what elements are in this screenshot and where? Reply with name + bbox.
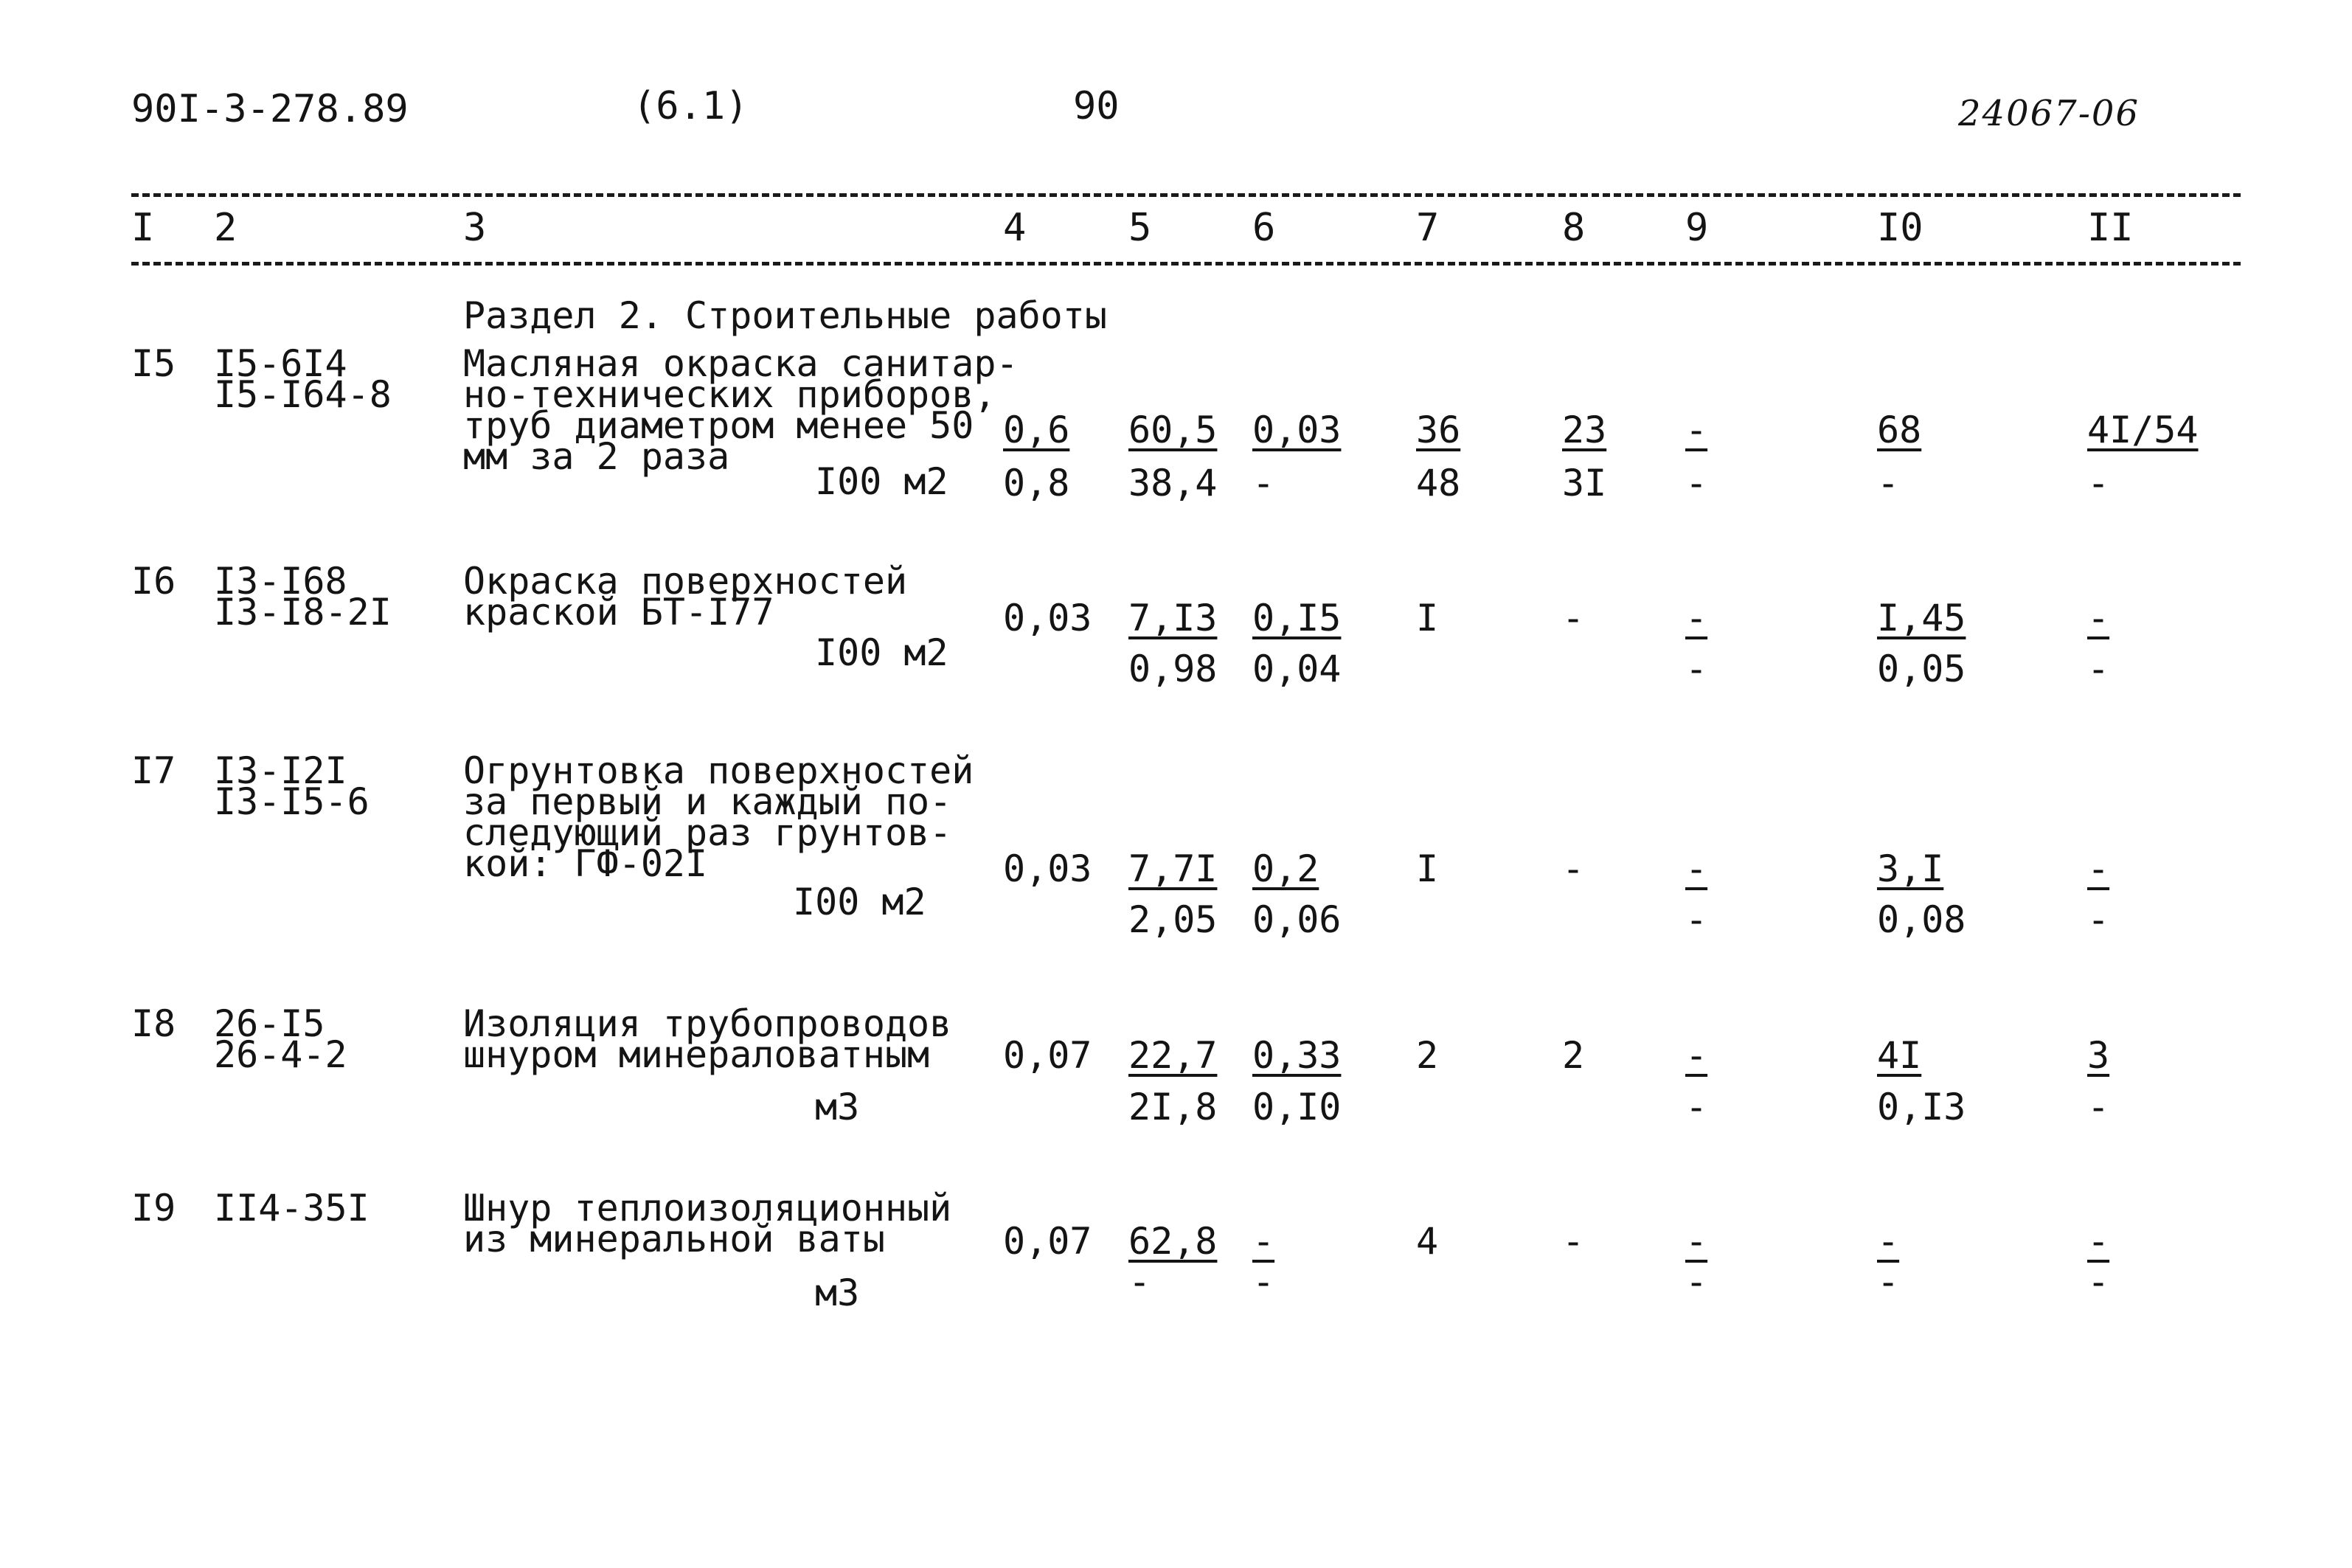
column-header: 8 [1562,206,1586,250]
column-header: 5 [1128,206,1152,250]
cell-value: 0,98 [1128,648,1218,690]
row-number: I6 [131,560,176,603]
column-header: 9 [1685,206,1709,250]
document-code: 90I-3-278.89 [131,87,409,131]
cell-value: - [2087,648,2110,690]
inventory-number: 24067-06 [1958,93,2140,134]
row-number: I8 [131,1002,176,1045]
cell-value: 0,I0 [1252,1086,1342,1128]
work-description: Изоляция трубопроводов [463,1002,952,1045]
cell-value: I [1416,847,1439,890]
work-description: Окраска поверхностей [463,560,908,603]
column-header: 2 [214,206,237,250]
work-description: из минеральной ваты [463,1218,885,1260]
cell-value: 7,7I [1128,847,1218,890]
cell-value: - [2087,1220,2110,1263]
cell-value: 4I [1877,1034,1922,1077]
work-description: мм за 2 раза [463,435,730,478]
cell-value: - [1685,648,1708,690]
cell-value: I [1416,597,1439,639]
norm-code: I5-I64-8 [214,373,392,416]
cell-value: 0,04 [1252,648,1342,690]
norm-code: I5-6I4 [214,342,347,385]
norm-code: I3-I2I [214,749,347,792]
work-description: труб диаметром менее 50 [463,404,974,447]
cell-value: 36 [1416,409,1461,451]
cell-value: 2,05 [1128,898,1218,941]
column-header: I0 [1877,206,1923,250]
row-number: I9 [131,1187,176,1229]
cell-value: - [2087,898,2110,941]
cell-value: 0,6 [1003,409,1070,451]
norm-code: II4-35I [214,1187,370,1229]
cell-value: - [1685,1034,1708,1077]
cell-value: 0,03 [1003,597,1092,639]
row-number: I7 [131,749,176,792]
unit-of-measure: м3 [815,1272,860,1314]
work-description: Огрунтовка поверхностей [463,749,974,792]
column-header: 3 [463,206,487,250]
cell-value: 68 [1877,409,1922,451]
cell-value: - [2087,597,2110,639]
cell-value: I,45 [1877,597,1966,639]
cell-value: 3 [2087,1034,2110,1077]
page-number: 90 [1073,84,1120,128]
row-number: I5 [131,342,176,385]
cell-value: 4I/54 [2087,409,2199,451]
cell-value: - [1877,1220,1900,1263]
cell-value: 22,7 [1128,1034,1218,1077]
table-header-rule [131,262,2241,266]
cell-value: 0,05 [1877,648,1966,690]
cell-value: - [1685,1086,1708,1128]
column-header: 7 [1416,206,1440,250]
cell-value: - [2087,1260,2110,1303]
cell-value: 2 [1562,1034,1585,1077]
column-header: II [2087,206,2134,250]
cell-value: 0,33 [1252,1034,1342,1077]
norm-code: I3-I5-6 [214,780,370,823]
work-description: кой: ГФ-02I [463,842,708,885]
unit-of-measure: I00 м2 [815,460,948,503]
cell-value: - [2087,1086,2110,1128]
unit-of-measure: I00 м2 [793,881,926,923]
cell-value: 0,8 [1003,462,1070,504]
cell-value: - [1877,1260,1900,1303]
unit-of-measure: I00 м2 [815,631,948,674]
cell-value: - [1685,898,1708,941]
cell-value: - [1685,847,1708,890]
cell-value: 0,06 [1252,898,1342,941]
cell-value: 2I,8 [1128,1086,1218,1128]
work-description: за первый и каждый по- [463,780,952,823]
cell-value: 0,2 [1252,847,1319,890]
cell-value: - [2087,847,2110,890]
cell-value: - [1252,462,1275,504]
cell-value: - [1685,1260,1708,1303]
cell-value: 0,I3 [1877,1086,1966,1128]
cell-value: 7,I3 [1128,597,1218,639]
cell-value: - [1562,597,1585,639]
column-header: 4 [1003,206,1027,250]
cell-value: 0,08 [1877,898,1966,941]
unit-of-measure: м3 [815,1086,860,1128]
cell-value: 0,03 [1003,847,1092,890]
work-description: но-технических приборов, [463,373,996,416]
norm-code: 26-4-2 [214,1033,347,1076]
cell-value: 3,I [1877,847,1944,890]
cell-value: - [1877,462,1900,504]
column-header: 6 [1252,206,1276,250]
work-description: шнуром минераловатным [463,1033,930,1076]
cell-value: - [2087,462,2110,504]
column-header: I [131,206,155,250]
cell-value: 62,8 [1128,1220,1218,1263]
cell-value: - [1128,1260,1151,1303]
norm-code: I3-I68 [214,560,347,603]
cell-value: 0,07 [1003,1220,1092,1263]
cell-value: - [1562,847,1585,890]
cell-value: - [1685,597,1708,639]
cell-value: 23 [1562,409,1607,451]
norm-code: I3-I8-2I [214,591,392,634]
cell-value: 4 [1416,1220,1439,1263]
work-description: краской БТ-I77 [463,591,774,634]
cell-value: - [1562,1220,1585,1263]
cell-value: 3I [1562,462,1607,504]
work-description: следующий раз грунтов- [463,811,952,854]
cell-value: 38,4 [1128,462,1218,504]
norm-code: 26-I5 [214,1002,325,1045]
cell-value: 0,I5 [1252,597,1342,639]
work-description: Шнур теплоизоляционный [463,1187,952,1229]
cell-value: - [1685,409,1708,451]
table-top-rule [131,193,2241,197]
cell-value: 0,07 [1003,1034,1092,1077]
cell-value: - [1252,1220,1275,1263]
section-title: Раздел 2. Строительные работы [463,294,1107,337]
cell-value: - [1685,462,1708,504]
cell-value: 60,5 [1128,409,1218,451]
cell-value: 2 [1416,1034,1439,1077]
cell-value: - [1685,1220,1708,1263]
work-description: Масляная окраска санитар- [463,342,1019,385]
album-number: (6.1) [633,84,749,128]
cell-value: - [1252,1260,1275,1303]
cell-value: 48 [1416,462,1461,504]
cell-value: 0,03 [1252,409,1342,451]
